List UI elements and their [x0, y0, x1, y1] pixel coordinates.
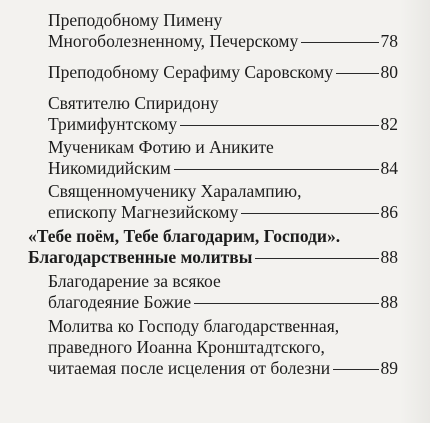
toc-entry-photius-anicetus[interactable] — [48, 137, 398, 179]
page-number: 84 — [380, 158, 398, 178]
entry-title-line: Многоболезненному, Печерскому — [48, 31, 299, 51]
entry-title-line: епископу Магнезийскому — [48, 202, 239, 222]
dot-leader — [333, 369, 378, 370]
entry-title-line: Тримифунтскому — [48, 114, 178, 134]
toc-entry-john-kronstadt[interactable] — [48, 316, 398, 379]
entry-title-line: праведного Иоанна Кронштадтского, — [48, 337, 325, 357]
page-number: 82 — [380, 114, 398, 134]
page-edge-shadow — [400, 0, 430, 423]
entry-title-line: Преподобному Пимену — [48, 10, 223, 30]
entry-title-line: Священномученику Харалампию, — [48, 181, 302, 201]
page-number: 86 — [380, 202, 398, 222]
dot-leader — [255, 258, 378, 259]
toc-entry-charalampus[interactable] — [48, 181, 398, 223]
dot-leader — [194, 303, 378, 304]
entry-title-line: Мученикам Фотию и Аниките — [48, 137, 274, 157]
page-number: 80 — [380, 62, 398, 82]
dot-leader — [174, 169, 379, 170]
toc-entry-pimen[interactable] — [48, 10, 398, 52]
entry-title-line: Преподобному Серафиму Саровскому — [48, 62, 334, 82]
section-title-line: «Тебе поём, Тебе благодарим, Господи». — [28, 226, 341, 246]
entry-title-line: Никомидийским — [48, 158, 171, 178]
toc-entry-spyridon[interactable] — [48, 93, 398, 135]
dot-leader — [336, 73, 378, 74]
page-number: 88 — [380, 247, 398, 267]
entry-title-line: благодеяние Божие — [48, 292, 192, 312]
page-number: 89 — [380, 358, 398, 378]
toc-entry-seraphim[interactable] — [48, 62, 398, 83]
entry-title-line: Благодарение за всякое — [48, 271, 221, 291]
entry-title-line: Молитва ко Господу благодарственная, — [48, 316, 340, 336]
page-number: 88 — [380, 292, 398, 312]
dot-leader — [301, 42, 378, 43]
entry-title-line: читаемая после исцеления от болезни — [48, 358, 331, 378]
dot-leader — [180, 125, 378, 126]
dot-leader — [241, 213, 378, 214]
page-number: 78 — [380, 31, 398, 51]
section-title-line: Благодарственные молитвы — [28, 247, 253, 267]
toc-entry-thanksgiving-blessings[interactable] — [48, 271, 398, 313]
toc-section-thanksgiving[interactable] — [28, 226, 398, 268]
entry-title-line: Святителю Спиридону — [48, 93, 219, 113]
